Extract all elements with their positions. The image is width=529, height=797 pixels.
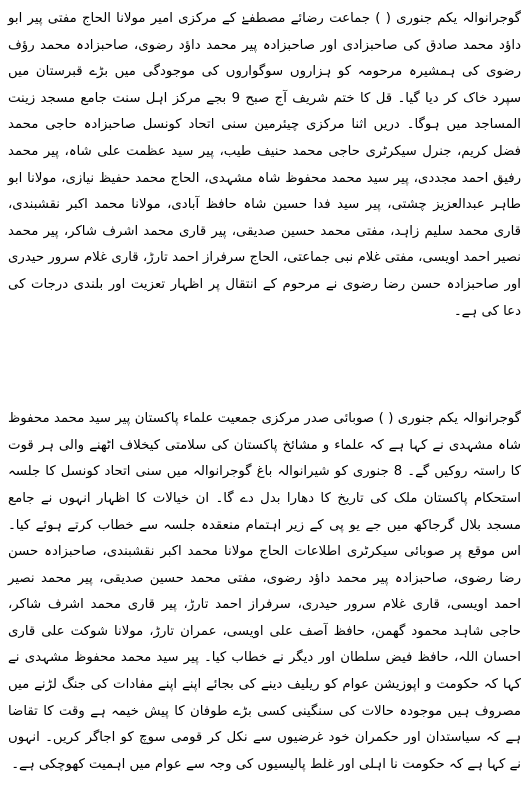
article-text: گوجرانوالہ یکم جنوری ( ) جماعت رضائے مصطفےٰ کے مرکزی امیر مولانا الحاج مفتی پیر ابو داؤد محمد صادق کی صاحبزادی اور صاحبزادہ پیر محمد داؤد رضوی، صاحبزادہ محمد رؤف رضوی کی ہمشیرہ مرحومہ کو ہزاروں سوگواروں کی موجودگی میں بڑے قبرستان میں سپرد خاک کر دیا گیا۔ قل کا ختم شریف آج صبح 9 بجے مرکز اہل سنت جامع مسجد زینت المساجد میں ہوگا۔ دریں اثنا مرکزی چیئرمین سنی اتحاد کونسل صاحبزادہ حاجی محمد فضل کریم، جنرل سیکرٹری حاجی محمد حنیف طیب، پیر سید عظمت علی شاہ، پیر محمد رفیق احمد مجددی، پیر سید محمد محفوظ شاہ مشہدی، الحاج محمد حفیظ نیازی، مولانا ابو طاہر عبدالعزیز چشتی، پیر سید فدا حسین شاہ حافظ آبادی، مولانا محمد اکبر نقشبندی، قاری محمد سلیم زاہد، مفتی محمد حسین صدیقی، پیر قاری محمد اشرف شاکر، پیر محمد نصیر احمد اویسی، مفتی غلام نبی جماعتی، الحاج سرفراز احمد تارڑ، قاری غلام سرور حیدری اور صاحبزادہ حسن رضا رضوی نے مرحوم کے انتقال پر اظہار تعزیت اور بلندی درجات کی دعا کی ہے۔ <box>8 11 521 319</box>
article-text: گوجرانوالہ یکم جنوری ( ) صوبائی صدر مرکزی جمعیت علماء پاکستان پیر سید محمد محفوظ شاہ مشہدی نے کہا ہے کہ علماء و مشائخ پاکستان کی سلامتی کیخلاف اٹھنے والی ہر قوت کا راستہ روکیں گے۔ 8 جنوری کو شیرانوالہ باغ گوجرانوالہ میں سنی اتحاد کونسل کا جلسہ استحکام پاکستان ملک کی تاریخ کا دھارا بدل دے گا۔ ان خیالات کا اظہار انہوں نے جامع مسجد بلال گرجاکھ میں جے یو پی کے زیر اہتمام منعقدہ جلسہ سے خطاب کرتے ہوئے کیا۔ اس موقع پر صوبائی سیکرٹری اطلاعات الحاج مولانا محمد اکبر نقشبندی، صاحبزادہ حسن رضا رضوی، صاحبزادہ پیر محمد داؤد رضوی، مفتی محمد حسین صدیقی، پیر محمد نصیر احمد اویسی، قاری غلام سرور حیدری، سرفراز احمد تارڑ، پیر قاری محمد اشرف شاکر، حاجی شاہد محمود گھمن، حافظ آصف علی اویسی، عمران تارڑ، مولانا شوکت علی قاری احسان اللہ، حافظ فیض سلطان اور دیگر نے خطاب کیا۔ پیر سید محمد محفوظ مشہدی نے کہا کہ حکومت و اپوزیشن عوام کو ریلیف دینے کی بجائے اپنے اپنے مفادات کی جنگ لڑنے میں مصروف ہیں موجودہ حالات کی سنگینی کسی بڑے طوفان کا پیش خیمہ ہے وقت کا تقاضا ہے کہ سیاستدان اور حکمران خود غرضیوں سے نکل کر قومی سوچ کو اجاگر کریں۔ انہوں نے کہا ہے کہ حکومت نا اہلی اور غلط پالیسیوں کی وجہ سے عوام میں اہمیت کھوچکی ہے۔ <box>8 411 521 772</box>
news-article-statement <box>8 406 521 778</box>
news-article-condolence <box>8 6 521 325</box>
article-separator <box>8 325 521 406</box>
